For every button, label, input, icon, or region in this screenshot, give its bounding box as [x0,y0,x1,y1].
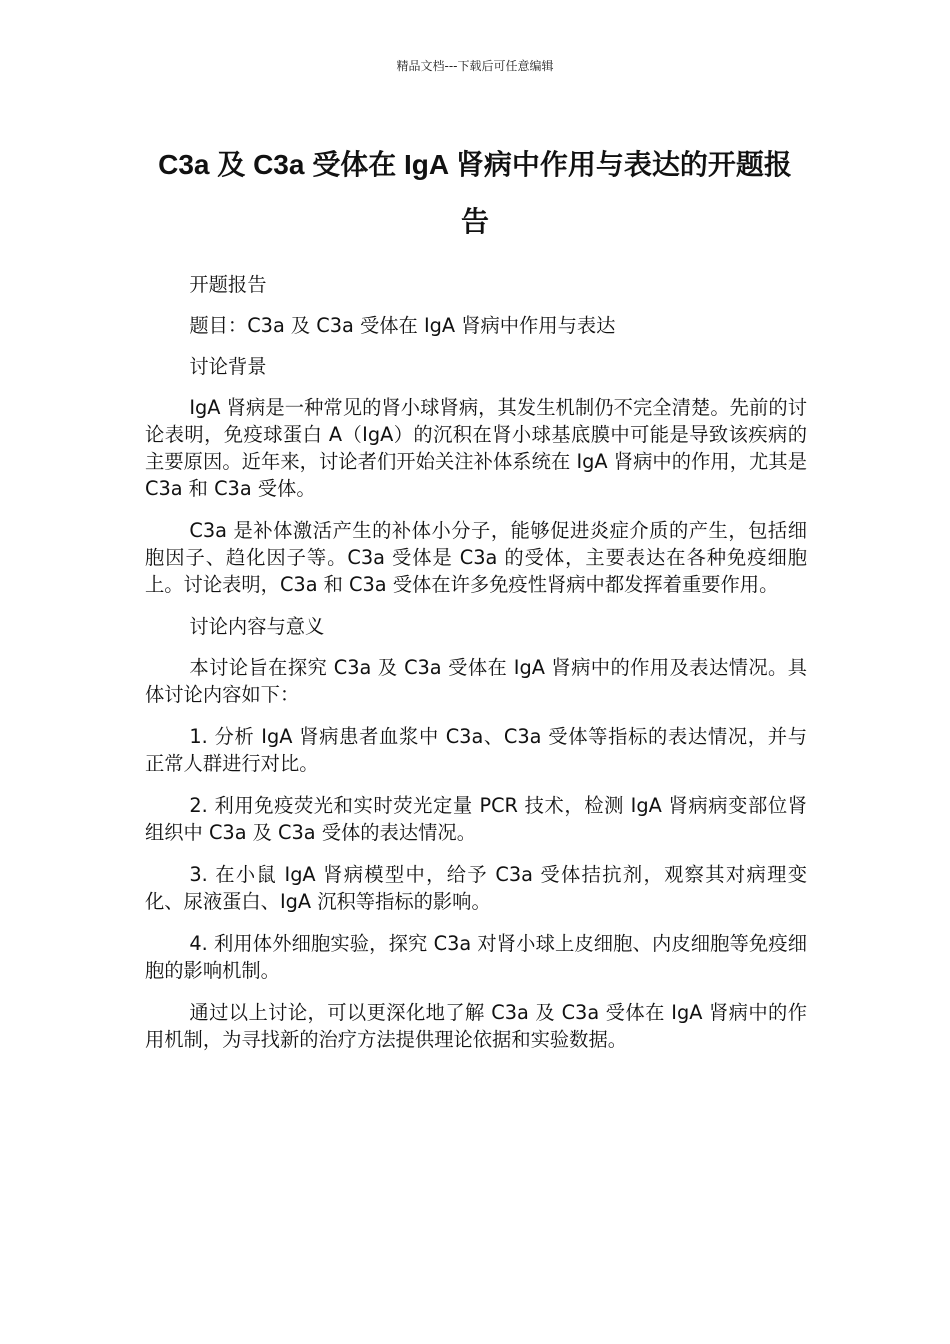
conclusion-paragraph: 通过以上讨论，可以更深化地了解 C3a 及 C3a 受体在 IgA 肾病中的作用机制，为寻找新的治疗方法提供理论依据和实验数据。 [145,1001,807,1051]
document-body [145,271,807,1068]
page-header-note: 精品文档---下载后可任意编辑 [396,59,554,73]
content-item-3: 3. 在小鼠 IgA 肾病模型中，给予 C3a 受体拮抗剂，观察其对病理变化、尿液蛋白、IgA 沉积等指标的影响。 [145,863,807,913]
topic-line: 题目：C3a 及 C3a 受体在 IgA 肾病中作用与表达 [189,314,616,337]
section-heading-report: 开题报告 [189,273,267,296]
content-intro-paragraph: 本讨论旨在探究 C3a 及 C3a 受体在 IgA 肾病中的作用及表达情况。具体讨论内容如下： [145,656,807,706]
background-paragraph-1: IgA 肾病是一种常见的肾小球肾病，其发生机制仍不完全清楚。先前的讨论表明，免疫球蛋白 A（IgA）的沉积在肾小球基底膜中可能是导致该疾病的主要原因。近年来，讨论者们开始关注补体系统在 IgA 肾病中的作用，尤其是 C3a 和 C3a 受体。 [145,396,807,500]
section-heading-content: 讨论内容与意义 [189,615,325,638]
content-item-1: 1. 分析 IgA 肾病患者血浆中 C3a、C3a 受体等指标的表达情况，并与正常人群进行对比。 [145,725,807,775]
content-item-2: 2. 利用免疫荧光和实时荧光定量 PCR 技术，检测 IgA 肾病病变部位肾组织中 C3a 及 C3a 受体的表达情况。 [145,794,807,844]
background-paragraph-2: C3a 是补体激活产生的补体小分子，能够促进炎症介质的产生，包括细胞因子、趋化因子等。C3a 受体是 C3a 的受体，主要表达在各种免疫细胞上。讨论表明，C3a 和 C3a 受体在许多免疫性肾病中都发挥着重要作用。 [145,519,807,596]
document-title: C3a 及 C3a 受体在 IgA 肾病中作用与表达的开题报告 [158,149,792,237]
content-item-4: 4. 利用体外细胞实验，探究 C3a 对肾小球上皮细胞、内皮细胞等免疫细胞的影响机制。 [145,932,807,982]
section-heading-background: 讨论背景 [189,355,267,378]
